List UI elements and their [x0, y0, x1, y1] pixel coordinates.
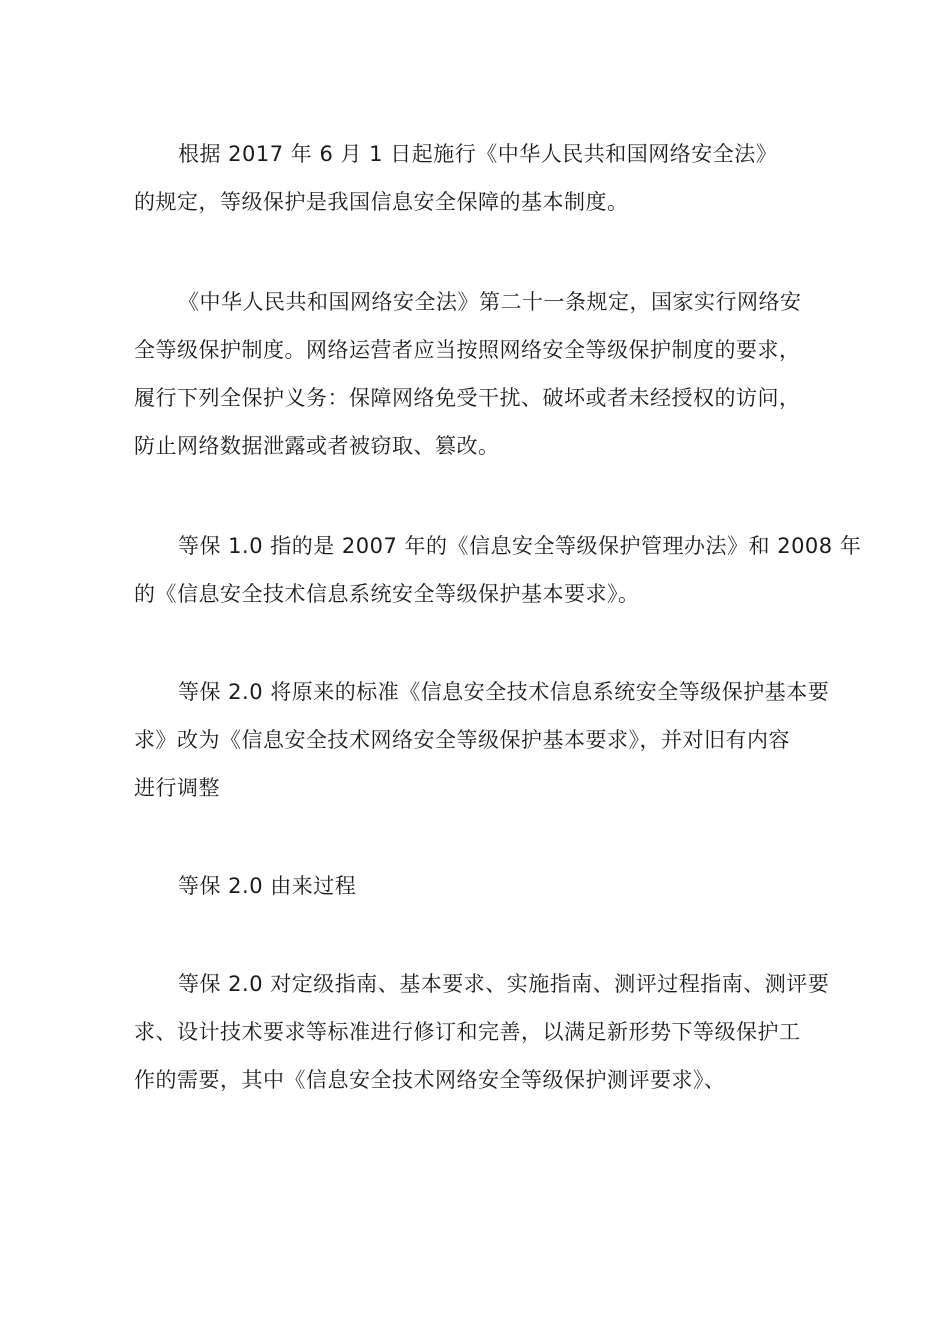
paragraph-line: 根据 2017 年 6 月 1 日起施行《中华人民共和国网络安全法》 — [178, 142, 778, 166]
paragraph-article-21 — [134, 278, 834, 470]
paragraph-line: 求、设计技术要求等标准进行修订和完善，以满足新形势下等级保护工 — [134, 1020, 801, 1044]
paragraph-line: 等保 1.0 指的是 2007 年的《信息安全等级保护管理办法》和 2008 年 — [178, 534, 862, 558]
paragraph-line: 全等级保护制度。网络运营者应当按照网络安全等级保护制度的要求， — [134, 338, 801, 362]
paragraph-line: 进行调整 — [134, 776, 220, 800]
paragraph-cybersecurity-law-intro — [134, 130, 834, 226]
paragraph-line: 作的需要，其中《信息安全技术网络安全等级保护测评要求》、 — [134, 1068, 726, 1092]
paragraph-line: 防止网络数据泄露或者被窃取、篡改。 — [134, 434, 500, 458]
paragraph-line: 等保 2.0 对定级指南、基本要求、实施指南、测评过程指南、测评要 — [178, 972, 830, 996]
paragraph-dengbao-2-origin-heading — [134, 862, 834, 910]
paragraph-dengbao-1 — [134, 522, 862, 618]
paragraph-line: 《中华人民共和国网络安全法》第二十一条规定，国家实行网络安 — [178, 290, 802, 314]
paragraph-line: 的规定，等级保护是我国信息安全保障的基本制度。 — [134, 190, 629, 214]
paragraph-line: 履行下列全保护义务：保障网络免受干扰、破坏或者未经授权的访问， — [134, 386, 801, 410]
paragraph-dengbao-2-revisions — [134, 960, 834, 1104]
paragraph-dengbao-2-change — [134, 668, 834, 812]
paragraph-line: 等保 2.0 将原来的标准《信息安全技术信息系统安全等级保护基本要 — [178, 680, 830, 704]
paragraph-line: 的《信息安全技术信息系统安全等级保护基本要求》。 — [134, 582, 640, 606]
paragraph-line: 求》改为《信息安全技术网络安全等级保护基本要求》，并对旧有内容 — [134, 728, 790, 752]
paragraph-line: 等保 2.0 由来过程 — [178, 874, 357, 898]
